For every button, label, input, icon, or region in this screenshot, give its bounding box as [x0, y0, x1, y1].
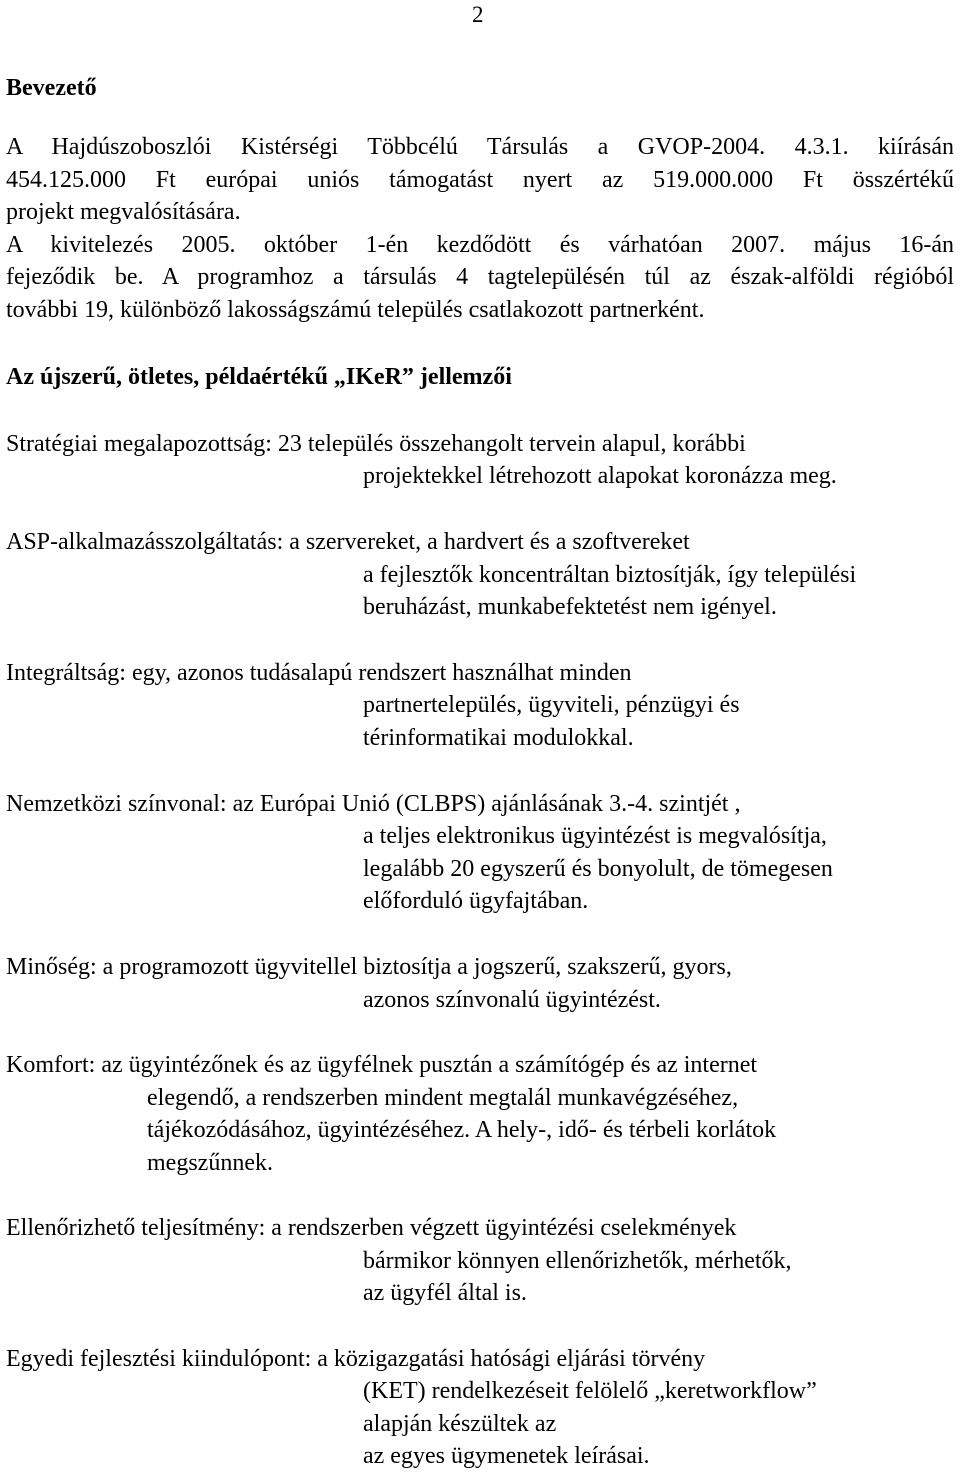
feature-line: projektekkel létrehozott alapokat koronázza meg. — [363, 463, 837, 489]
feature-line: tájékozódásához, ügyintézéséhez. A hely-, idő- és térbeli korlátok — [147, 1117, 777, 1143]
feature-line: beruházást, munkabefektetést nem igényel. — [363, 594, 777, 620]
feature-line: Minőség: a programozott ügyvitellel biztosítja a jogszerű, szakszerű, gyors, — [6, 954, 732, 980]
feature-line: Nemzetközi színvonal: az Európai Unió (CLBPS) ajánlásának 3.-4. szintjét , — [6, 791, 741, 817]
section-heading-features: Az újszerű, ötletes, példaértékű „IKeR” jellemzői — [6, 364, 512, 390]
feature-line: az egyes ügymenetek leírásai. — [363, 1443, 650, 1469]
feature-line: Integráltság: egy, azonos tudásalapú rendszert használhat minden — [6, 660, 632, 686]
feature-line: (KET) rendelkezéseit felölelő „keretworkflow” — [363, 1378, 817, 1404]
intro-line: fejeződik be. A programhoz a társulás 4 tagtelepülésén túl az észak-alföldi régióból — [6, 264, 954, 290]
feature-line: a teljes elektronikus ügyintézést is megvalósítja, — [363, 823, 827, 849]
feature-line: Ellenőrizhető teljesítmény: a rendszerben végzett ügyintézési cselekmények — [6, 1215, 737, 1241]
feature-line: megszűnnek. — [147, 1150, 273, 1176]
feature-line: Komfort: az ügyintézőnek és az ügyfélnek pusztán a számítógép és az internet — [6, 1052, 758, 1078]
intro-line: A Hajdúszoboszlói Kistérségi Többcélú Társulás a GVOP-2004. 4.3.1. kiírásán — [6, 134, 954, 160]
feature-line: elegendő, a rendszerben mindent megtalál munkavégzéséhez, — [147, 1085, 739, 1111]
feature-line: Egyedi fejlesztési kiindulópont: a közigazgatási hatósági eljárási törvény — [6, 1346, 706, 1372]
feature-line: bármikor könnyen ellenőrizhetők, mérhetők, — [363, 1248, 792, 1274]
feature-line: azonos színvonalú ügyintézést. — [363, 987, 661, 1013]
feature-line: előforduló ügyfajtában. — [363, 888, 589, 914]
intro-line: 454.125.000 Ft európai uniós támogatást nyert az 519.000.000 Ft összértékű — [6, 167, 954, 193]
feature-line: az ügyfél által is. — [363, 1280, 527, 1306]
feature-line: ASP-alkalmazásszolgáltatás: a szervereket, a hardvert és a szoftvereket — [6, 529, 690, 555]
feature-line: alapján készültek az — [363, 1411, 557, 1437]
feature-line: a fejlesztők koncentráltan biztosítják, így települési — [363, 562, 857, 588]
intro-line: további 19, különböző lakosságszámú település csatlakozott partnerként. — [6, 297, 705, 323]
feature-line: térinformatikai modulokkal. — [363, 725, 634, 751]
page-number: 2 — [472, 2, 484, 27]
intro-line: A kivitelezés 2005. október 1-én kezdődött és várhatóan 2007. május 16-án — [6, 232, 954, 258]
intro-line: projekt megvalósítására. — [6, 199, 241, 225]
feature-line: Stratégiai megalapozottság: 23 település összehangolt tervein alapul, korábbi — [6, 431, 746, 457]
section-heading-intro: Bevezető — [6, 75, 97, 101]
feature-line: partnertelepülés, ügyviteli, pénzügyi és — [363, 692, 740, 718]
feature-line: legalább 20 egyszerű és bonyolult, de tömegesen — [363, 856, 833, 882]
